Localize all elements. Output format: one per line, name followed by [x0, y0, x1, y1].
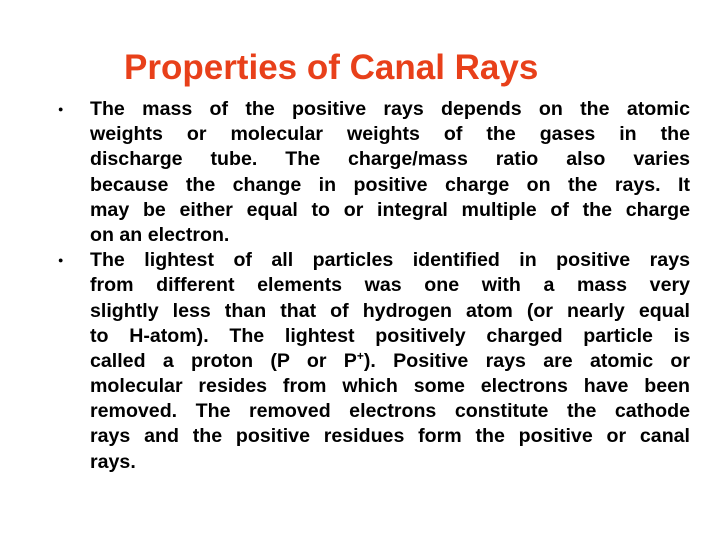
text-line: from different elements was one with a mass very — [90, 274, 690, 297]
text-line: rays and the positive residues form the positive or canal — [90, 425, 690, 448]
text-line: molecular resides from which some electrons have been — [90, 375, 690, 398]
text-line: may be either equal to or integral multiple of the charge — [90, 198, 690, 221]
bullet-item-lightest-particle — [58, 248, 690, 475]
text-line: rays. — [90, 450, 136, 473]
bullet-list — [58, 97, 690, 475]
text-line: on an electron. — [90, 223, 230, 246]
text-line-proton — [90, 349, 690, 374]
slide-title: Properties of Canal Rays — [124, 48, 539, 87]
text-line: removed. The removed electrons constitute the cathode — [90, 400, 690, 423]
text-line: to H-atom). The lightest positively charged particle is — [90, 324, 690, 347]
proton-text-after: ). Positive rays are atomic or — [363, 349, 690, 372]
text-line: slightly less than that of hydrogen atom (or nearly equal — [90, 299, 690, 322]
bullet-dot-icon: ● — [58, 104, 64, 114]
text-line: The mass of the positive rays depends on the atomic — [90, 98, 690, 120]
text-line: because the change in positive charge on the rays. It — [90, 173, 690, 196]
bullet-item-mass — [58, 97, 690, 248]
proton-charge-superscript: + — [356, 348, 364, 363]
bullet-dot-icon: ● — [58, 255, 64, 266]
proton-text-before: called a proton (P or P — [90, 349, 357, 372]
text-line: discharge tube. The charge/mass ratio also varies — [90, 148, 690, 171]
text-line: weights or molecular weights of the gases in the — [90, 123, 690, 146]
text-line: The lightest of all particles identified in positive rays — [90, 249, 690, 272]
